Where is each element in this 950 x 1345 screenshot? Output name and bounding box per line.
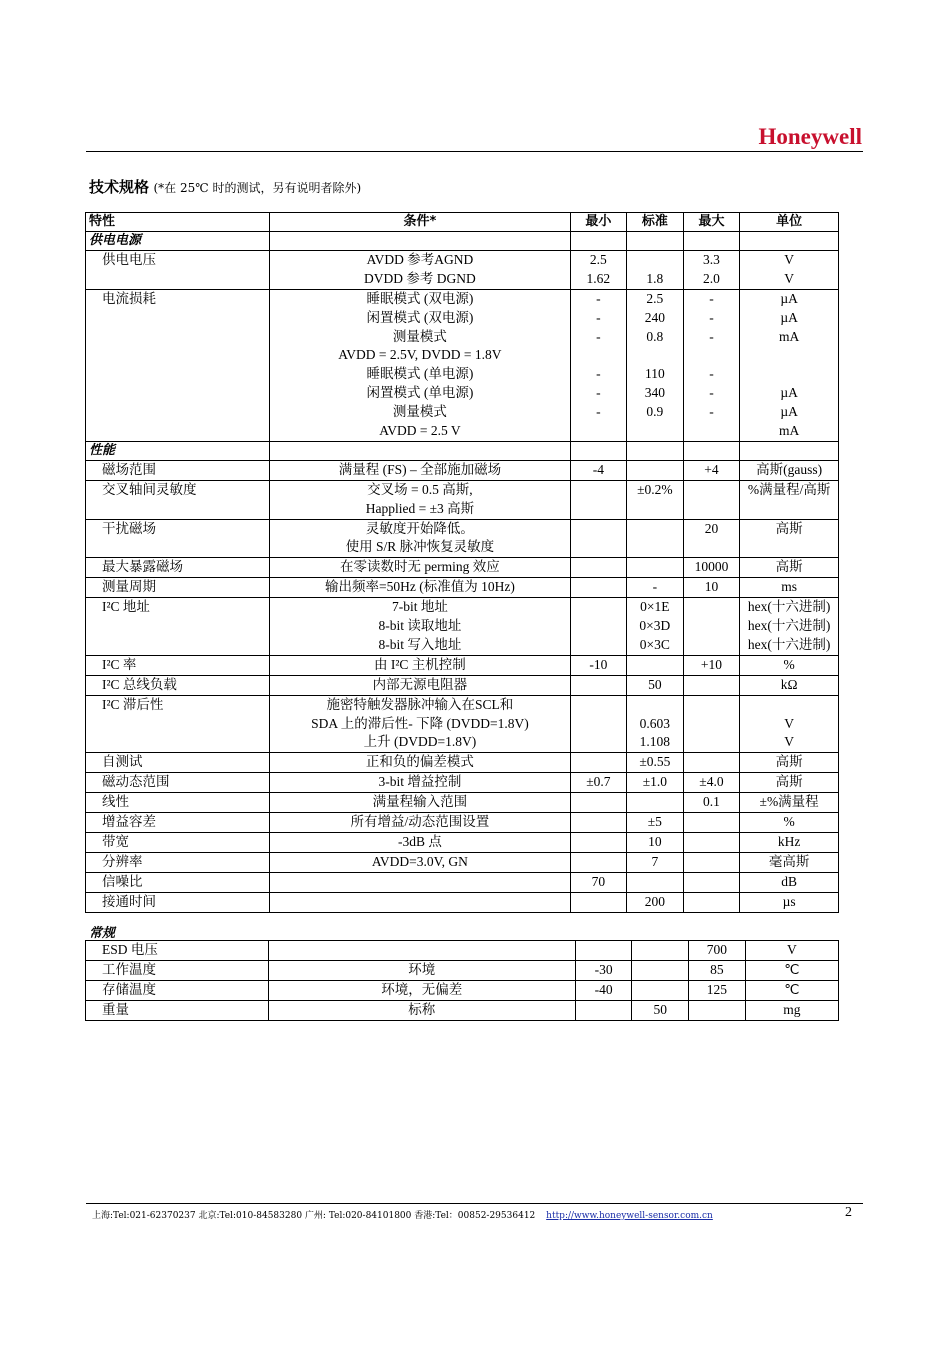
row-typ: ±0.55 (627, 753, 684, 773)
row-min (570, 695, 626, 753)
row-name: 带宽 (86, 832, 270, 852)
unit-line: µA (780, 309, 798, 325)
row-min (575, 1000, 632, 1020)
unit-line (740, 346, 838, 365)
row-unit: 高斯(gauss) (740, 460, 839, 480)
header-min: 最小 (570, 213, 626, 232)
row-typ (627, 793, 684, 813)
unit-line: mA (778, 423, 800, 439)
row-typ: 50 (627, 675, 684, 695)
min-line: 2.5 (589, 252, 607, 267)
row-condition: 在零读数时无 perming 效应 (270, 558, 570, 578)
row-condition: 正和负的偏差模式 (270, 753, 570, 773)
row-typ (627, 655, 684, 675)
max-line: - (709, 290, 714, 306)
row-typ (627, 251, 684, 290)
row-typ: ±5 (627, 813, 684, 833)
row-min (570, 519, 626, 558)
cond-line: 睡眠模式 (双电源) (366, 290, 474, 306)
row-min (575, 941, 632, 961)
row-condition: 由 I²C 主机控制 (270, 655, 570, 675)
table-row (86, 980, 839, 1000)
table-row (86, 598, 839, 656)
typ-line: 1.8 (646, 270, 664, 286)
row-name: I²C 率 (86, 655, 270, 675)
row-min: -30 (575, 960, 632, 980)
row-unit: ±%满量程 (740, 793, 839, 813)
row-name: I²C 滞后性 (86, 695, 270, 753)
table-row (86, 480, 839, 519)
row-typ: ±1.0 (627, 773, 684, 793)
typ-line: 0.9 (646, 404, 664, 420)
row-min: ±0.7 (570, 773, 626, 793)
row-condition: 内部无源电阻器 (270, 675, 570, 695)
row-name: 重量 (86, 1000, 269, 1020)
typ-line (627, 696, 683, 715)
row-max: 10000 (683, 558, 740, 578)
row-min: 70 (570, 872, 626, 892)
table-row (86, 1000, 839, 1020)
row-name: 接通时间 (86, 892, 270, 912)
cond-line: 施密特触发器脉冲输入在SCL和 (326, 696, 514, 712)
row-condition: 输出频率=50Hz (标准值为 10Hz) (270, 578, 570, 598)
row-condition (270, 480, 570, 519)
row-condition (270, 519, 570, 558)
row-unit: mg (745, 1000, 838, 1020)
cond-line: AVDD = 2.5 V (379, 423, 461, 439)
row-unit: % (740, 813, 839, 833)
general-section-title: 常规 (89, 926, 116, 941)
header-max: 最大 (683, 213, 740, 232)
blank-cell (627, 232, 684, 251)
typ-line: 2.5 (646, 290, 664, 306)
unit-line: hex(十六进制) (747, 636, 831, 652)
table-row (86, 813, 839, 833)
row-name: 磁场范围 (86, 460, 270, 480)
min-line (571, 422, 626, 441)
brand-logo: Honeywell (758, 124, 862, 149)
row-max: +10 (683, 655, 740, 675)
min-line: - (596, 290, 601, 306)
row-max: 85 (689, 960, 746, 980)
row-condition: 满量程 (FS) – 全部施加磁场 (270, 460, 570, 480)
row-min (570, 892, 626, 912)
max-line: - (709, 328, 714, 344)
row-min (570, 558, 626, 578)
max-line: 2.0 (703, 270, 720, 286)
header-rule (86, 151, 863, 152)
row-typ (627, 519, 684, 558)
table-row (86, 578, 839, 598)
row-condition: -3dB 点 (270, 832, 570, 852)
row-name: I²C 地址 (86, 598, 270, 656)
table-row (86, 695, 839, 753)
table-row (86, 675, 839, 695)
table-row (86, 852, 839, 872)
cond-line: 闲置模式 (单电源) (366, 385, 474, 401)
table-row (86, 773, 839, 793)
row-max: +4 (683, 460, 740, 480)
unit-line: V (784, 252, 794, 267)
min-line: - (596, 309, 601, 325)
row-min (570, 598, 626, 656)
table-row (86, 960, 839, 980)
cond-line: 8-bit 写入地址 (378, 636, 462, 652)
row-unit: ℃ (745, 960, 838, 980)
unit-line: µA (780, 404, 798, 420)
row-unit: 高斯 (740, 753, 839, 773)
blank-cell (570, 441, 626, 460)
row-name: 信噪比 (86, 872, 270, 892)
row-condition (270, 892, 570, 912)
row-typ (627, 558, 684, 578)
row-unit: kΩ (740, 675, 839, 695)
row-max (689, 1000, 746, 1020)
row-max (683, 832, 740, 852)
row-name: 存储温度 (86, 980, 269, 1000)
blank-cell (683, 232, 740, 251)
unit-line: V (784, 715, 794, 731)
typ-line: 0.8 (646, 328, 664, 344)
row-max (683, 872, 740, 892)
typ-line: 0.603 (639, 715, 671, 731)
cond-line: 使用 S/R 脉冲恢复灵敏度 (345, 539, 495, 555)
row-typ: - (627, 578, 684, 598)
row-unit: ms (740, 578, 839, 598)
row-unit: V (745, 941, 838, 961)
blank-cell (627, 441, 684, 460)
row-name: 增益容差 (86, 813, 270, 833)
typ-line: 1.108 (639, 734, 671, 750)
row-typ (627, 872, 684, 892)
row-min (570, 251, 626, 290)
row-min (570, 793, 626, 813)
row-max (683, 695, 740, 753)
row-condition: AVDD=3.0V, GN (270, 852, 570, 872)
row-max: 20 (683, 519, 740, 558)
row-min (570, 675, 626, 695)
typ-line: 240 (644, 309, 665, 325)
row-min: -40 (575, 980, 632, 1000)
typ-line: 0×1E (640, 599, 670, 615)
table-row (86, 289, 839, 441)
cond-line: 睡眠模式 (单电源) (366, 366, 474, 382)
min-line: 1.62 (586, 270, 611, 286)
row-max: ±4.0 (683, 773, 740, 793)
row-max (683, 892, 740, 912)
row-min (570, 753, 626, 773)
row-condition (270, 251, 570, 290)
typ-line: 340 (644, 385, 665, 401)
row-name: 最大暴露磁场 (86, 558, 270, 578)
row-name: 线性 (86, 793, 270, 813)
header-row (86, 213, 839, 232)
row-typ (627, 695, 684, 753)
typ-line: 0×3D (639, 618, 671, 634)
row-typ: 10 (627, 832, 684, 852)
unit-line: µA (780, 385, 798, 401)
page-title (89, 176, 361, 197)
unit-line: V (784, 270, 794, 286)
page-number: 2 (845, 1205, 852, 1220)
unit-line: V (784, 734, 794, 750)
row-name: 测量周期 (86, 578, 270, 598)
row-min (570, 578, 626, 598)
max-line: - (709, 309, 714, 325)
row-name: 供电电压 (86, 251, 270, 290)
general-table (85, 940, 839, 1021)
table-row (86, 832, 839, 852)
max-line (684, 346, 740, 365)
blank-cell (270, 232, 570, 251)
unit-line: µA (780, 290, 798, 306)
min-line: - (596, 328, 601, 344)
row-condition (270, 872, 570, 892)
table-row (86, 519, 839, 558)
row-typ (632, 960, 689, 980)
row-max (683, 753, 740, 773)
row-unit: dB (740, 872, 839, 892)
section-performance: 性能 (86, 441, 270, 460)
min-line: - (596, 404, 601, 420)
cond-line: AVDD 参考AGND (366, 252, 474, 267)
row-condition: 标称 (268, 1000, 575, 1020)
unit-line: hex(十六进制) (747, 618, 831, 634)
blank-cell (740, 232, 839, 251)
header-unit: 单位 (740, 213, 839, 232)
min-line: - (596, 385, 601, 401)
table-row (86, 872, 839, 892)
row-unit: 高斯 (740, 773, 839, 793)
blank-cell (740, 441, 839, 460)
row-unit: µs (740, 892, 839, 912)
website-link[interactable]: http://www.honeywell-sensor.com.cn (546, 1211, 713, 1221)
table-row (86, 558, 839, 578)
row-typ (632, 941, 689, 961)
row-max (683, 598, 740, 656)
unit-line: hex(十六进制) (747, 599, 831, 615)
table-row (86, 753, 839, 773)
row-max (683, 852, 740, 872)
row-unit: ℃ (745, 980, 838, 1000)
row-condition: 环境，无偏差 (268, 980, 575, 1000)
header-condition: 条件* (270, 213, 570, 232)
row-min (570, 289, 626, 441)
row-typ (632, 980, 689, 1000)
title-text: 技术规格 (89, 178, 150, 196)
row-name: I²C 总线负载 (86, 675, 270, 695)
row-typ: 50 (632, 1000, 689, 1020)
row-name: 分辨率 (86, 852, 270, 872)
row-unit (740, 695, 839, 753)
row-condition (270, 289, 570, 441)
cond-line: 测量模式 (392, 328, 447, 344)
unit-line (740, 696, 838, 715)
row-unit (740, 289, 839, 441)
blank-cell (270, 441, 570, 460)
cond-line: 上升 (DVDD=1.8V) (363, 734, 477, 750)
row-name: 电流损耗 (86, 289, 270, 441)
row-name: 工作温度 (86, 960, 269, 980)
footer-contacts: 上海:Tel:021-62370237 北京:Tel:010-84583280 广州: Tel:020-84101800 香港:Tel：00852-29536412 (92, 1211, 536, 1221)
blank-cell (683, 441, 740, 460)
row-unit: 高斯 (740, 558, 839, 578)
section-row (86, 441, 839, 460)
typ-line (627, 346, 683, 365)
min-line (571, 346, 626, 365)
row-unit: 高斯 (740, 519, 839, 558)
cond-line: 8-bit 读取地址 (378, 618, 462, 634)
row-max (683, 480, 740, 519)
row-name: 干扰磁场 (86, 519, 270, 558)
row-max (683, 289, 740, 441)
table-row (86, 655, 839, 675)
cond-line: 7-bit 地址 (391, 599, 448, 615)
section-power: 供电电源 (86, 232, 270, 251)
row-min: -4 (570, 460, 626, 480)
row-unit: 毫高斯 (740, 852, 839, 872)
table-row (86, 251, 839, 290)
row-condition (268, 941, 575, 961)
row-unit (740, 251, 839, 290)
row-max: 10 (683, 578, 740, 598)
footer (92, 1208, 713, 1221)
row-typ: ±0.2% (627, 480, 684, 519)
max-line: 3.3 (703, 252, 720, 267)
row-typ (627, 289, 684, 441)
row-unit (740, 598, 839, 656)
cond-line: AVDD = 2.5V, DVDD = 1.8V (338, 347, 502, 363)
typ-line: 0×3C (639, 636, 670, 652)
row-min (570, 832, 626, 852)
cond-line: DVDD 参考 DGND (364, 270, 476, 286)
spec-table (85, 212, 839, 913)
row-name: 交叉轴间灵敏度 (86, 480, 270, 519)
cond-line: Happlied = ±3 高斯 (365, 500, 475, 516)
row-max (683, 675, 740, 695)
typ-line (627, 422, 683, 441)
footer-rule (86, 1203, 863, 1204)
row-condition: 3-bit 增益控制 (270, 773, 570, 793)
row-name: 磁动态范围 (86, 773, 270, 793)
row-condition (270, 695, 570, 753)
unit-line (740, 365, 838, 384)
row-condition (270, 598, 570, 656)
max-line: - (709, 366, 714, 382)
table-row (86, 793, 839, 813)
row-min (570, 480, 626, 519)
cond-line: 交叉场 = 0.5 高斯, (367, 481, 473, 497)
max-line: - (709, 404, 714, 420)
title-note: (*在 25℃ 时的测试，另有说明者除外) (153, 181, 362, 195)
unit-line: mA (778, 328, 800, 344)
row-condition: 所有增益/动态范围设置 (270, 813, 570, 833)
header-typ: 标准 (627, 213, 684, 232)
table-row (86, 892, 839, 912)
min-line: - (596, 366, 601, 382)
typ-line: 110 (644, 366, 665, 382)
header-characteristic: 特性 (86, 213, 270, 232)
row-typ (627, 460, 684, 480)
row-unit: %满量程/高斯 (740, 480, 839, 519)
row-min (570, 852, 626, 872)
max-line: - (709, 385, 714, 401)
row-name: ESD 电压 (86, 941, 269, 961)
max-line (684, 422, 740, 441)
row-max (683, 813, 740, 833)
row-max: 125 (689, 980, 746, 1000)
row-unit: kHz (740, 832, 839, 852)
table-row (86, 941, 839, 961)
row-condition: 环境 (268, 960, 575, 980)
row-name: 自测试 (86, 753, 270, 773)
row-max: 700 (689, 941, 746, 961)
typ-line (627, 251, 683, 270)
row-max: 0.1 (683, 793, 740, 813)
section-row (86, 232, 839, 251)
row-min (570, 813, 626, 833)
blank-cell (570, 232, 626, 251)
cond-line: 测量模式 (392, 404, 447, 420)
row-typ (627, 598, 684, 656)
row-condition: 满量程输入范围 (270, 793, 570, 813)
row-unit: % (740, 655, 839, 675)
row-max (683, 251, 740, 290)
row-typ: 200 (627, 892, 684, 912)
cond-line: 闲置模式 (双电源) (366, 309, 474, 325)
row-min: -10 (570, 655, 626, 675)
table-row (86, 460, 839, 480)
cond-line: SDA 上的滞后性- 下降 (DVDD=1.8V) (311, 715, 529, 731)
row-typ: 7 (627, 852, 684, 872)
cond-line: 灵敏度开始降低。 (365, 520, 474, 536)
